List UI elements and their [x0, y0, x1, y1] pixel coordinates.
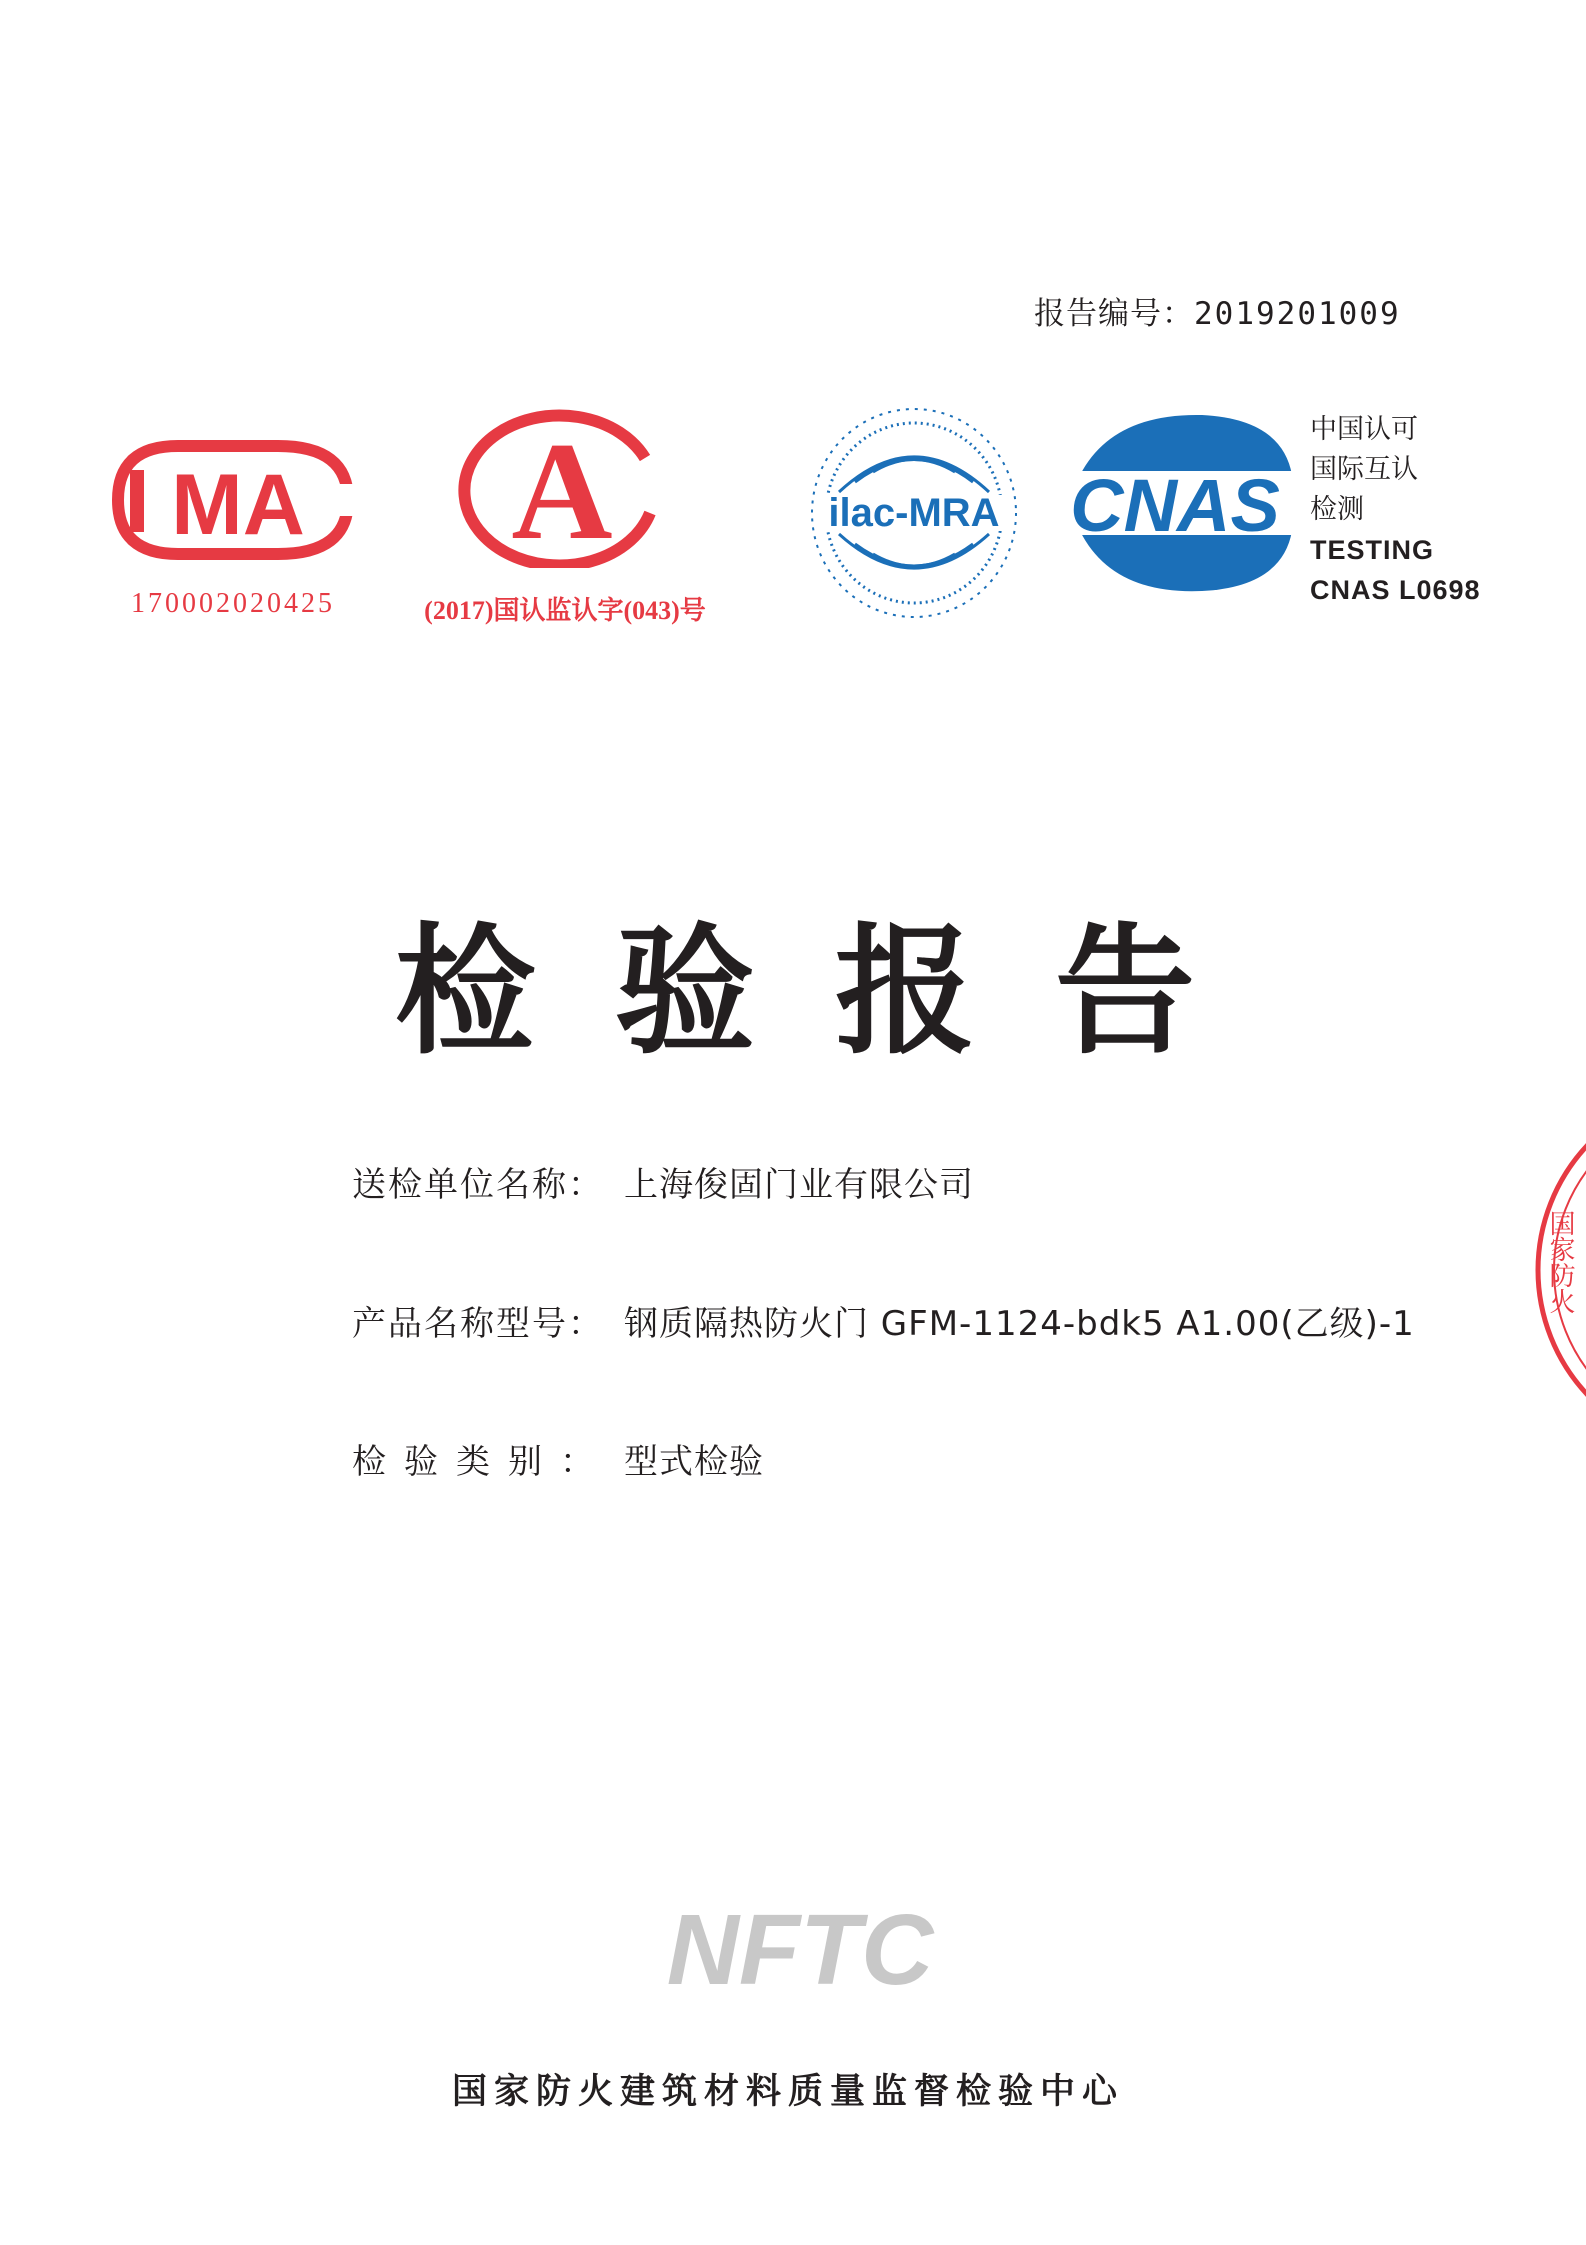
- field-inspection-type-value: 型式检验: [624, 1442, 764, 1482]
- cma-logo: [108, 436, 358, 564]
- field-inspection-type-label: 检验类别：: [352, 1442, 612, 1482]
- field-inspection-type: [352, 1434, 764, 1483]
- cnas-caption-line-5: CNAS L0698: [1310, 575, 1481, 605]
- cma-number: 170002020425: [131, 588, 335, 619]
- cnas-logo: [1052, 405, 1298, 601]
- field-client-label: 送检单位名称：: [352, 1165, 604, 1205]
- cnas-caption-line-4: TESTING: [1310, 535, 1435, 565]
- stamp-text: 国家防火: [1545, 1210, 1575, 1314]
- field-client-value: 上海俊固门业有限公司: [624, 1165, 974, 1205]
- nftc-logo: [630, 1896, 970, 2006]
- ilac-mra-text: ilac-MRA: [828, 491, 1000, 535]
- field-product-value: 钢质隔热防火门 GFM-1124-bdk5 A1.00(乙级)-1: [624, 1304, 1415, 1344]
- field-product: [352, 1296, 1415, 1345]
- cnas-logo-text: CNAS: [1070, 464, 1280, 547]
- field-product-label: 产品名称型号：: [352, 1304, 604, 1344]
- cal-logo: [455, 398, 670, 568]
- report-number-label: 报告编号：: [1034, 296, 1194, 332]
- nftc-logo-text: NFTC: [666, 1896, 934, 2006]
- field-client: [352, 1157, 974, 1206]
- red-stamp-fragment: [1520, 1140, 1586, 1400]
- report-number: [1034, 288, 1401, 333]
- cnas-caption: [1310, 410, 1481, 610]
- report-number-value: 2019201009: [1194, 296, 1401, 332]
- cnas-caption-line-2: 国际互认: [1310, 454, 1418, 485]
- cal-logo-text: A: [511, 414, 613, 568]
- cal-number: (2017)国认监认字(043)号: [424, 596, 706, 625]
- organization-name: 国家防火建筑材料质量监督检验中心: [452, 2072, 1125, 2112]
- cma-logo-text: MA: [171, 457, 305, 553]
- cnas-caption-line-3: 检测: [1310, 494, 1364, 525]
- cnas-caption-line-1: 中国认可: [1310, 414, 1418, 445]
- document-title: 检验报告: [395, 911, 1276, 1074]
- ilac-mra-logo: [805, 402, 1023, 624]
